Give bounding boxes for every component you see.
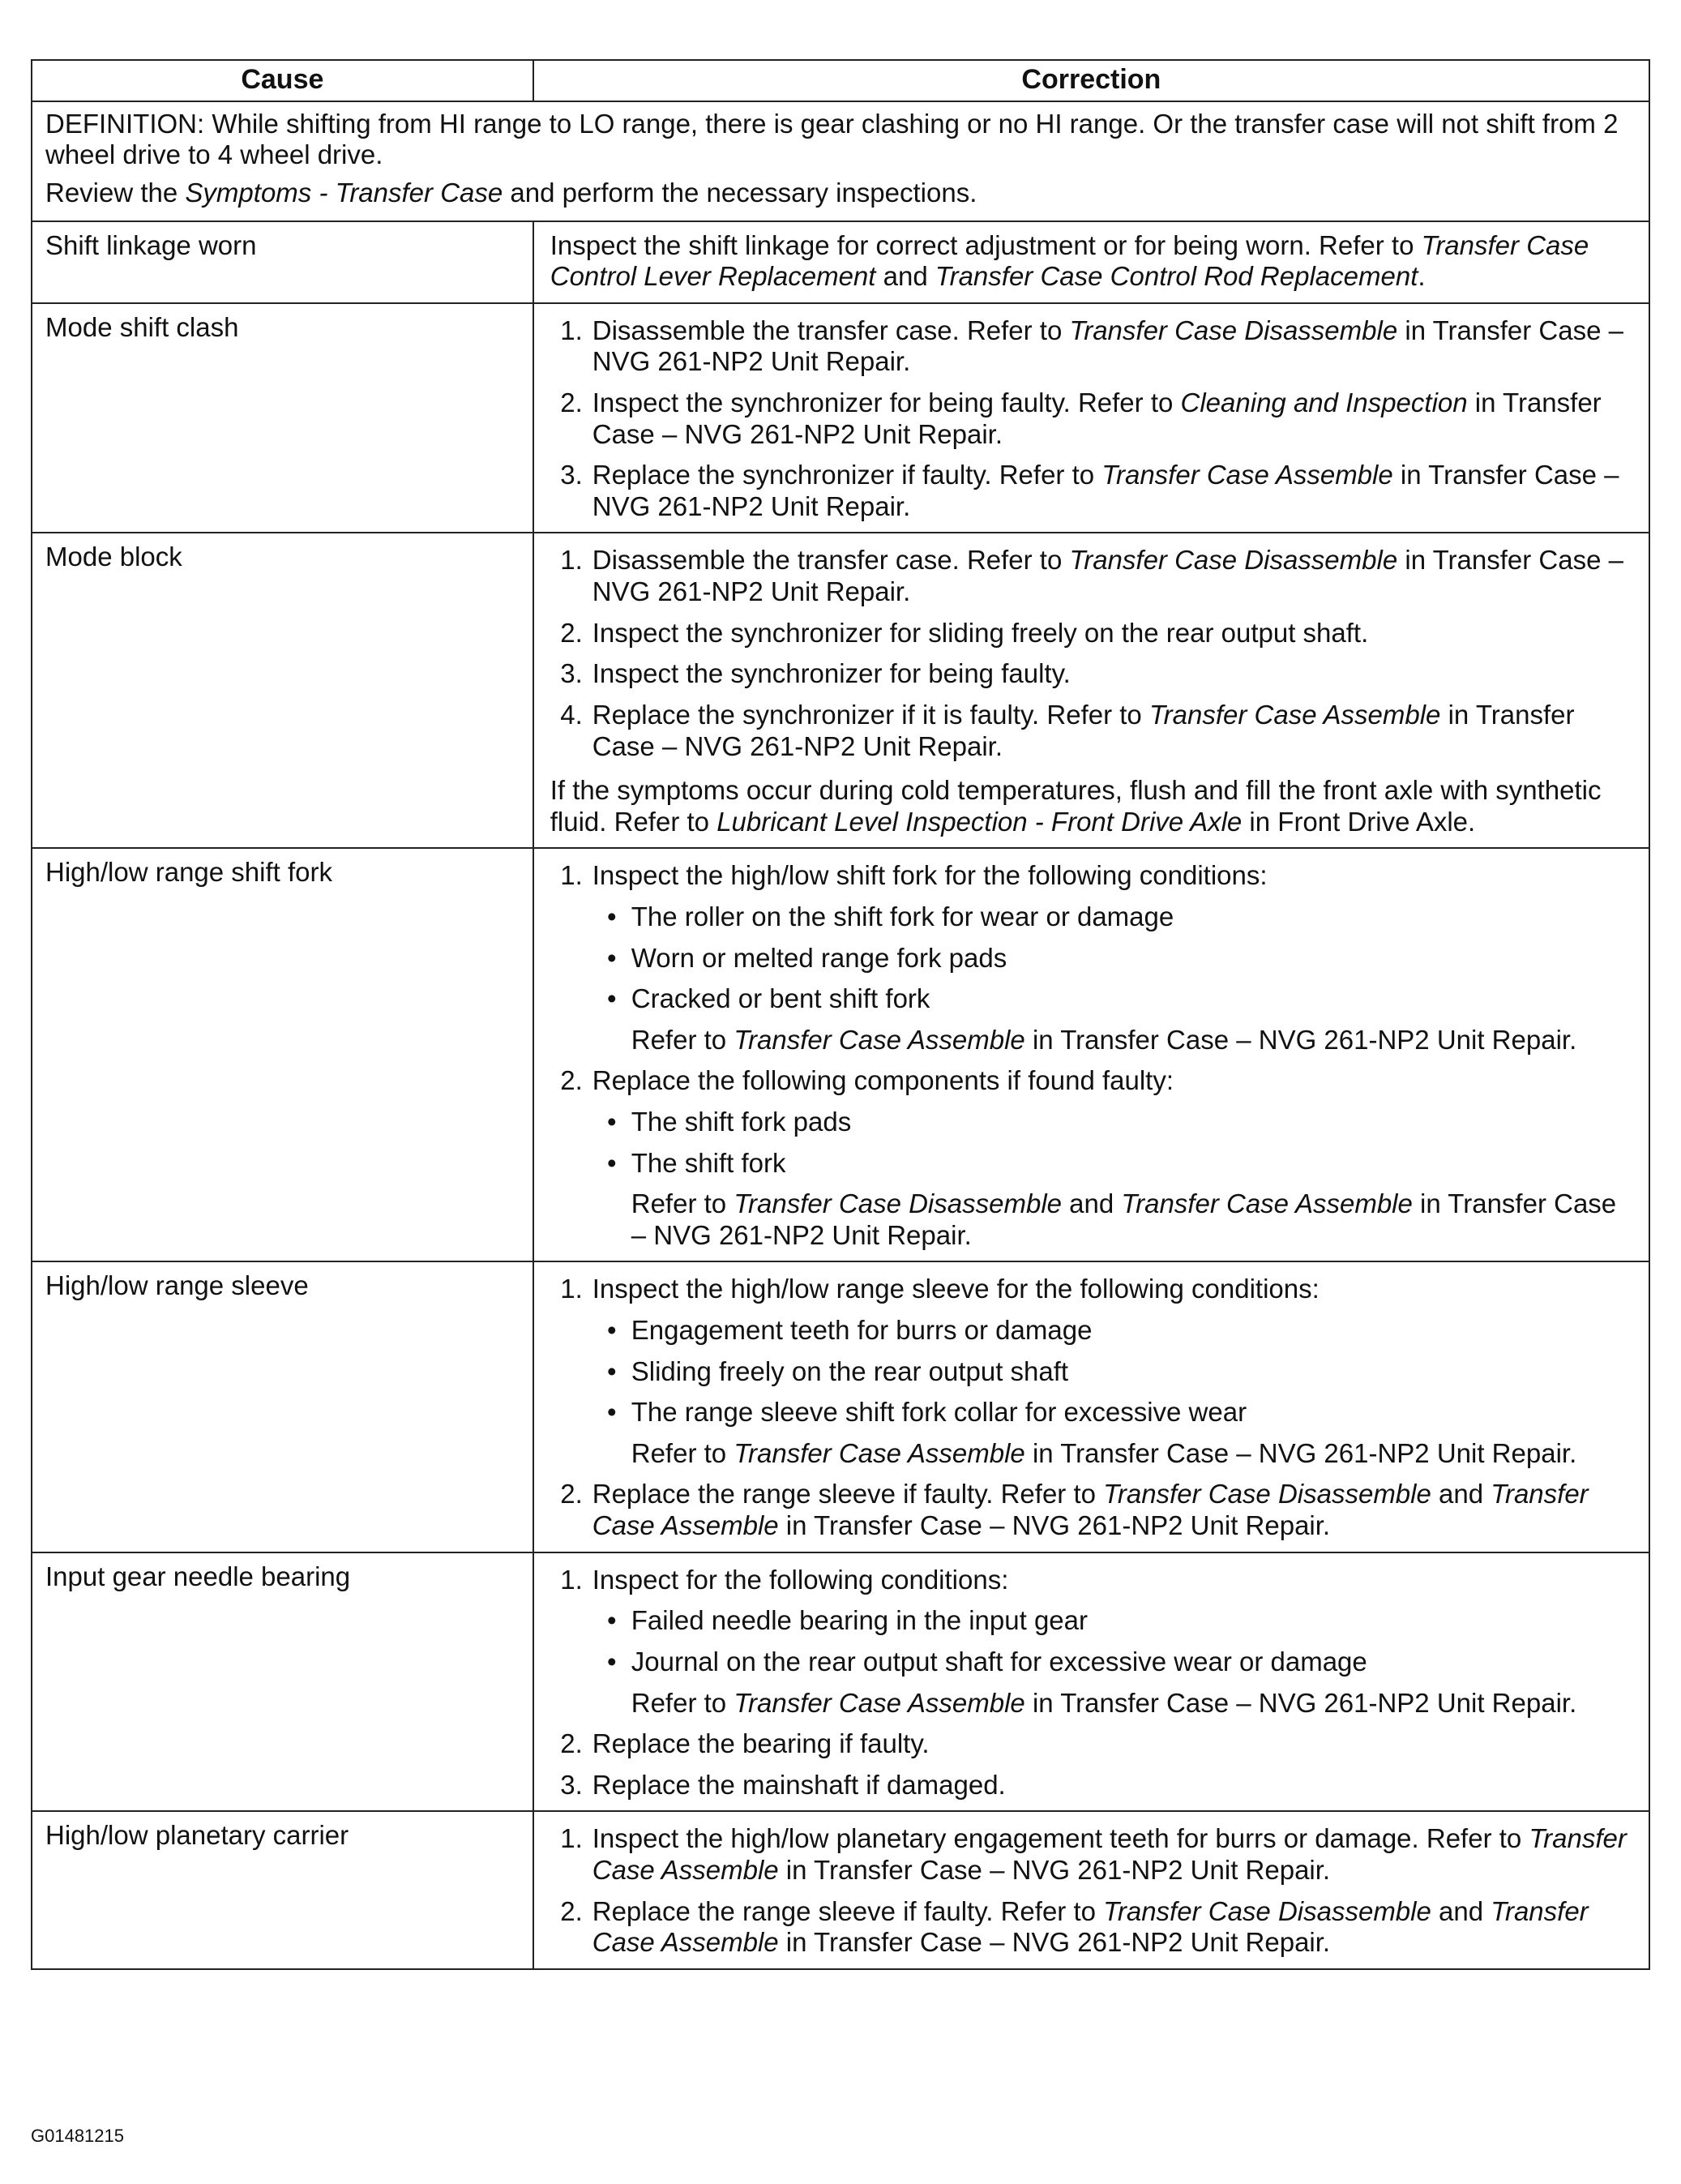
bullet-text: Engagement teeth for burrs or damage: [631, 1315, 1093, 1346]
reference-link-text: Transfer Case Control Rod Replacement: [935, 261, 1418, 292]
reference-link-text: Transfer Case Assemble: [592, 1823, 1627, 1885]
bullet-item: [592, 943, 1637, 974]
text-run: in Transfer Case – NVG 261-NP2 Unit Repair.: [778, 1854, 1331, 1885]
step-reference: [631, 1688, 1637, 1719]
bullet-text: The roller on the shift fork for wear or damage: [631, 901, 1174, 931]
step-text: [592, 1274, 1637, 1469]
bullet-list: [592, 901, 1637, 1015]
correction-text: [550, 230, 1637, 293]
text-run: Replace the range sleeve if faulty. Refer to: [592, 1895, 1104, 1926]
step-number: 2.: [560, 1728, 583, 1759]
text-run: in Transfer Case – NVG 261-NP2 Unit Repair.: [592, 388, 1602, 449]
bullet-item: [592, 1397, 1637, 1428]
step-text: [592, 700, 1637, 762]
step-text: [592, 1065, 1637, 1251]
bullet-item: [592, 901, 1637, 933]
cause-row: [32, 1552, 1649, 1812]
reference-link-text: Transfer Case Assemble: [1148, 699, 1441, 730]
step-number: 3.: [560, 658, 583, 689]
text-run: Refer to: [631, 1687, 734, 1718]
text-run: Replace the mainshaft if damaged.: [592, 1769, 1006, 1800]
bullet-text: Journal on the rear output shaft for excessive wear or damage: [631, 1646, 1367, 1677]
cause-row: [32, 303, 1649, 533]
reference-link-text: Transfer Case Control Lever Replacement: [550, 229, 1589, 292]
text-run: in Transfer Case – NVG 261-NP2 Unit Repair.: [778, 1927, 1331, 1958]
correction-cell: [533, 1261, 1649, 1552]
text-run: Refer to: [631, 1437, 734, 1468]
cause-cell: High/low range sleeve: [32, 1261, 533, 1552]
bullet-dot: •: [606, 1397, 617, 1428]
definition-text: DEFINITION: While shifting from HI range to LO range, there is gear clashing or no HI range. Or the transfer case will not shift from 2 wheel drive to 4 wheel drive.: [45, 108, 1619, 170]
symptoms-reference: Symptoms - Transfer Case: [185, 177, 503, 208]
bullet-text: Sliding freely on the rear output shaft: [631, 1355, 1069, 1386]
text-run: Disassemble the transfer case. Refer to: [592, 545, 1070, 576]
bullet-text: The range sleeve shift fork collar for excessive wear: [631, 1397, 1247, 1428]
step-number: 2.: [560, 1895, 583, 1926]
text-run: in Transfer Case – NVG 261-NP2 Unit Repair.: [1024, 1437, 1577, 1468]
step-item: [550, 860, 1637, 1056]
text-run: Replace the following components if found faulty:: [592, 1065, 1174, 1096]
bullet-dot: •: [606, 1107, 617, 1137]
text-run: in Transfer Case – NVG 261-NP2 Unit Repair.: [631, 1188, 1617, 1250]
step-text: [592, 1770, 1637, 1801]
review-text-lead: Review the: [45, 177, 186, 208]
bullet-dot: •: [606, 1315, 617, 1346]
bullet-dot: •: [606, 983, 617, 1014]
correction-header: Correction: [533, 60, 1649, 101]
text-run: in Transfer Case – NVG 261-NP2 Unit Repair.: [592, 460, 1619, 521]
reference-link-text: Cleaning and Inspection: [1180, 388, 1468, 418]
text-run: and: [1062, 1188, 1122, 1219]
reference-link-text: Transfer Case Assemble: [592, 1895, 1589, 1958]
steps-list: [550, 1565, 1637, 1801]
step-item: [550, 1565, 1637, 1719]
cause-row: [32, 1261, 1649, 1552]
step-number: 4.: [560, 699, 583, 730]
bullet-list: [592, 1107, 1637, 1179]
cause-cell: High/low range shift fork: [32, 848, 533, 1261]
step-item: [550, 460, 1637, 522]
correction-cell: [533, 221, 1649, 303]
step-item: [550, 1479, 1637, 1541]
text-run: in Front Drive Axle.: [1242, 806, 1476, 837]
correction-cell: [533, 1811, 1649, 1968]
text-run: in Transfer Case – NVG 261-NP2 Unit Repair.: [1024, 1687, 1577, 1718]
definition-row: [32, 101, 1649, 221]
cause-cell: Shift linkage worn: [32, 221, 533, 303]
bullet-item: [592, 1315, 1637, 1347]
step-text: [592, 315, 1637, 378]
bullet-text: The shift fork: [631, 1147, 786, 1178]
step-text: [592, 1823, 1637, 1886]
step-text: [592, 1896, 1637, 1959]
cause-row: [32, 533, 1649, 848]
text-run: in Transfer Case – NVG 261-NP2 Unit Repair.: [592, 545, 1623, 607]
cause-cell: Mode shift clash: [32, 303, 533, 533]
step-text: [592, 1728, 1637, 1760]
text-run: Replace the bearing if faulty.: [592, 1728, 930, 1759]
step-item: [550, 1274, 1637, 1469]
steps-list: [550, 545, 1637, 762]
cause-row: [32, 848, 1649, 1261]
cause-row: [32, 1811, 1649, 1968]
step-number: 2.: [560, 1065, 583, 1096]
step-item: [550, 388, 1637, 450]
step-reference: [631, 1188, 1637, 1251]
correction-paragraph: [550, 230, 1637, 293]
step-number: 3.: [560, 460, 583, 490]
cause-row: [32, 221, 1649, 303]
step-number: 1.: [560, 860, 583, 891]
bullet-list: [592, 1315, 1637, 1428]
diagnostic-table: [31, 59, 1650, 1970]
text-run: in Transfer Case – NVG 261-NP2 Unit Repair.: [1024, 1024, 1577, 1055]
correction-cell: [533, 533, 1649, 848]
bullet-item: [592, 1107, 1637, 1138]
diagnostic-sheet: [31, 59, 1650, 1970]
text-run: Inspect the high/low planetary engagement teeth for burrs or damage. Refer to: [592, 1823, 1529, 1854]
step-text: [592, 658, 1637, 690]
text-run: and: [875, 261, 935, 292]
bullet-dot: •: [606, 1605, 617, 1636]
text-run: If the symptoms occur during cold temperatures, flush and fill the front axle with synthetic fluid. Refer to: [550, 775, 1602, 837]
reference-link-text: Transfer Case Assemble: [734, 1437, 1025, 1468]
bullet-text: The shift fork pads: [631, 1107, 852, 1137]
step-item: [550, 1823, 1637, 1886]
step-item: [550, 618, 1637, 649]
steps-list: [550, 315, 1637, 523]
bullet-dot: •: [606, 901, 617, 931]
bullet-dot: •: [606, 1646, 617, 1677]
reference-link-text: Transfer Case Assemble: [734, 1687, 1025, 1718]
bullet-dot: •: [606, 1355, 617, 1386]
text-run: in Transfer Case – NVG 261-NP2 Unit Repair.: [592, 699, 1575, 761]
cause-header: Cause: [32, 60, 533, 101]
text-run: Inspect the shift linkage for correct adjustment or for being worn. Refer to: [550, 229, 1422, 260]
step-item: [550, 658, 1637, 690]
step-text: [592, 1479, 1637, 1541]
steps-list: [550, 860, 1637, 1251]
step-item: [550, 700, 1637, 762]
text-run: Inspect the high/low shift fork for the following conditions:: [592, 860, 1268, 891]
step-text: [592, 860, 1637, 1056]
step-number: 2.: [560, 1479, 583, 1510]
correction-cell: [533, 1552, 1649, 1812]
text-run: Replace the synchronizer if faulty. Refer to: [592, 460, 1102, 490]
text-run: and: [1431, 1895, 1491, 1926]
text-run: Replace the synchronizer if it is faulty. Refer to: [592, 699, 1149, 730]
correction-cell: [533, 848, 1649, 1261]
text-run: .: [1418, 261, 1426, 292]
step-reference: [631, 1438, 1637, 1470]
text-run: Inspect for the following conditions:: [592, 1564, 1009, 1595]
reference-link-text: Lubricant Level Inspection - Front Drive Axle: [716, 806, 1243, 837]
step-item: [550, 1728, 1637, 1760]
reference-link-text: Transfer Case Disassemble: [1069, 545, 1398, 576]
step-item: [550, 545, 1637, 607]
reference-link-text: Transfer Case Assemble: [1121, 1188, 1413, 1219]
reference-link-text: Transfer Case Disassemble: [1103, 1479, 1431, 1510]
trailing-note: [550, 775, 1637, 837]
bullet-text: Failed needle bearing in the input gear: [631, 1605, 1088, 1636]
text-run: Refer to: [631, 1188, 734, 1219]
text-run: Inspect the synchronizer for being faulty. Refer to: [592, 388, 1181, 418]
reference-link-text: Transfer Case Assemble: [734, 1024, 1025, 1055]
bullet-item: [592, 1356, 1637, 1388]
bullet-item: [592, 1148, 1637, 1180]
reference-link-text: Transfer Case Assemble: [592, 1479, 1589, 1541]
text-run: in Transfer Case – NVG 261-NP2 Unit Repair.: [778, 1510, 1331, 1541]
step-text: [592, 388, 1637, 450]
bullet-item: [592, 983, 1637, 1015]
bullet-item: [592, 1647, 1637, 1678]
text-run: Inspect the high/low range sleeve for the following conditions:: [592, 1274, 1320, 1304]
step-number: 2.: [560, 617, 583, 648]
reference-link-text: Transfer Case Disassemble: [1103, 1895, 1431, 1926]
step-number: 1.: [560, 1274, 583, 1304]
bullet-text: Worn or melted range fork pads: [631, 942, 1007, 973]
step-text: [592, 545, 1637, 607]
cause-cell: Input gear needle bearing: [32, 1552, 533, 1812]
review-text-tail: and perform the necessary inspections.: [503, 177, 977, 208]
correction-cell: [533, 303, 1649, 533]
bullet-dot: •: [606, 942, 617, 973]
text-run: Refer to: [631, 1024, 734, 1055]
steps-list: [550, 1274, 1637, 1541]
step-number: 3.: [560, 1769, 583, 1800]
step-reference: [631, 1025, 1637, 1056]
reference-link-text: Transfer Case Assemble: [1101, 460, 1393, 490]
step-item: [550, 1770, 1637, 1801]
reference-link-text: Transfer Case Disassemble: [1069, 315, 1398, 345]
step-text: [592, 1565, 1637, 1719]
steps-list: [550, 1823, 1637, 1958]
text-run: Inspect the synchronizer for sliding freely on the rear output shaft.: [592, 617, 1369, 648]
step-number: 1.: [560, 1564, 583, 1595]
cause-cell: Mode block: [32, 533, 533, 848]
step-number: 1.: [560, 1823, 583, 1854]
cause-cell: High/low planetary carrier: [32, 1811, 533, 1968]
header-row: [32, 60, 1649, 101]
review-text: [45, 178, 1639, 209]
text-run: Replace the range sleeve if faulty. Refer to: [592, 1479, 1104, 1510]
text-run: Inspect the synchronizer for being faulty.: [592, 658, 1071, 689]
figure-id: G01481215: [31, 2126, 124, 2146]
bullet-list: [592, 1605, 1637, 1677]
bullet-item: [592, 1605, 1637, 1637]
step-item: [550, 315, 1637, 378]
definition-cell: [32, 101, 1649, 221]
step-item: [550, 1896, 1637, 1959]
step-number: 1.: [560, 545, 583, 576]
step-text: [592, 460, 1637, 522]
step-number: 1.: [560, 315, 583, 345]
text-run: in Transfer Case – NVG 261-NP2 Unit Repair.: [592, 315, 1623, 377]
reference-link-text: Transfer Case Disassemble: [734, 1188, 1062, 1219]
bullet-text: Cracked or bent shift fork: [631, 983, 930, 1014]
step-item: [550, 1065, 1637, 1251]
step-text: [592, 618, 1637, 649]
bullet-dot: •: [606, 1147, 617, 1178]
text-run: and: [1431, 1479, 1491, 1510]
text-run: Disassemble the transfer case. Refer to: [592, 315, 1070, 345]
step-number: 2.: [560, 388, 583, 418]
